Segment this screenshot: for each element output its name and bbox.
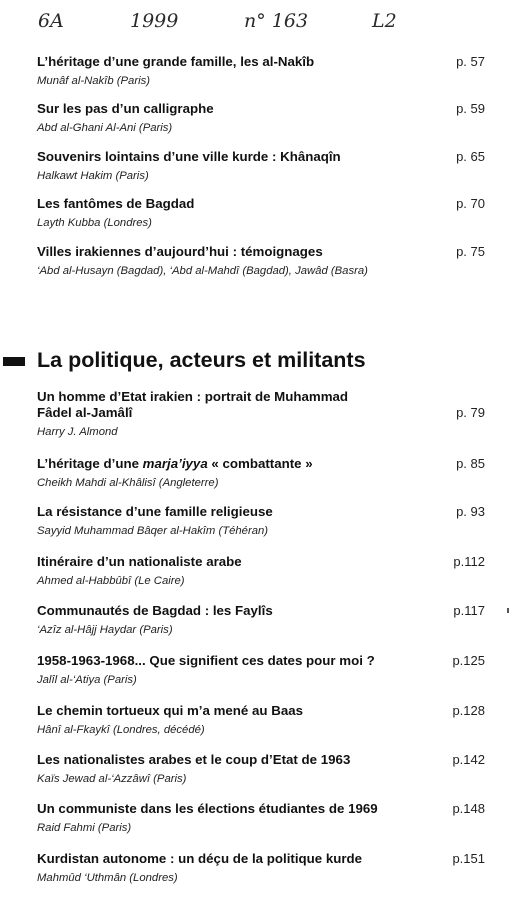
section-heading: La politique, acteurs et militants (37, 348, 366, 372)
toc-entry (37, 752, 489, 786)
entry-title-part: L’héritage d’une (37, 456, 143, 471)
entry-title-emphasis: marja’iyya (142, 456, 208, 471)
entry-title: Sur les pas d’un calligraphe (37, 101, 214, 116)
entry-title: Kurdistan autonome : un déçu de la politique kurde (37, 851, 363, 866)
entry-page-number: p.148 (452, 801, 485, 816)
entry-title: Villes irakiennes d’aujourd’hui : témoignages (37, 244, 323, 259)
toc-entry (37, 101, 489, 135)
entry-page-number: p. 70 (456, 196, 485, 211)
handwritten-mark: L2 (372, 10, 397, 32)
entry-page-number: p.112 (453, 554, 485, 569)
entry-page-number: p. 79 (456, 405, 485, 420)
handwritten-code: 6A (38, 10, 64, 32)
entry-author: Hânî al-Fkaykî (Londres, décédé) (37, 724, 205, 736)
toc-entry (37, 504, 489, 538)
entry-author: Cheikh Mahdi al-Khâlisî (Angleterre) (37, 477, 219, 489)
entry-author: Sayyid Muhammad Bâqer al-Hakîm (Téhéran) (37, 525, 269, 537)
entry-page-number: p. 57 (456, 54, 485, 69)
entry-title: 1958-1963-1968... Que signifient ces dates pour moi ? (37, 653, 375, 668)
entry-page-number: p. 59 (456, 101, 485, 116)
entry-author: Harry J. Almond (37, 426, 118, 438)
entry-author: Layth Kubba (Londres) (37, 217, 152, 229)
entry-page-number: p.125 (452, 653, 485, 668)
entry-page-number: p.117 (453, 603, 485, 618)
entry-title: Un communiste dans les élections étudiantes de 1969 (37, 801, 378, 816)
entry-title: Les fantômes de Bagdad (37, 196, 195, 211)
handwritten-issue-number: n° 163 (244, 10, 309, 32)
entry-page-number: p.142 (452, 752, 485, 767)
entry-page-number: p. 75 (456, 244, 485, 259)
entry-author: Raid Fahmi (Paris) (37, 822, 132, 834)
handwritten-annotation (0, 6, 513, 40)
entry-author: Halkawt Hakim (Paris) (37, 170, 149, 182)
toc-entry (37, 244, 489, 278)
toc-entry (37, 653, 489, 687)
entry-page-number: p. 85 (456, 456, 485, 471)
entry-author: Kaïs Jewad al-‘Azzâwî (Paris) (37, 773, 187, 785)
scan-speck (507, 608, 509, 613)
entry-author: ‘Azîz al-Hâjj Haydar (Paris) (37, 624, 173, 636)
toc-entry (37, 456, 489, 490)
entry-page-number: p.151 (452, 851, 485, 866)
entry-page-number: p. 93 (456, 504, 485, 519)
entry-author: Munâf al-Nakîb (Paris) (37, 75, 151, 87)
entry-page-number: p.128 (452, 703, 485, 718)
entry-page-number: p. 65 (456, 149, 485, 164)
entry-author: Mahmûd ‘Uthmân (Londres) (37, 872, 178, 884)
entry-title: Un homme d’Etat irakien : portrait de Muhammad Fâdel al-Jamâlî (37, 389, 349, 420)
toc-entry (37, 196, 489, 230)
entry-title: Souvenirs lointains d’une ville kurde : Khânaqîn (37, 149, 341, 164)
toc-entry (37, 603, 489, 637)
handwritten-year: 1999 (130, 10, 179, 32)
toc-entry (37, 851, 489, 885)
entry-title: La résistance d’une famille religieuse (37, 504, 273, 519)
toc-entry (37, 801, 489, 835)
entry-author: ‘Abd al-Husayn (Bagdad), ‘Abd al-Mahdî (Bagdad), Jawâd (Basra) (37, 265, 368, 277)
toc-entry (37, 149, 489, 183)
section-marker-bar (3, 357, 25, 366)
entry-author: Abd al-Ghani Al-Ani (Paris) (37, 122, 173, 134)
entry-author: Jalîl al-‘Atiya (Paris) (37, 674, 137, 686)
entry-title: Itinéraire d’un nationaliste arabe (37, 554, 242, 569)
entry-author: Ahmed al-Habbûbî (Le Caire) (37, 575, 185, 587)
entry-title: L’héritage d’une grande famille, les al-Nakîb (37, 54, 315, 69)
toc-entry (37, 389, 489, 439)
entry-title (37, 456, 489, 472)
entry-title: Les nationalistes arabes et le coup d’Etat de 1963 (37, 752, 351, 767)
entry-title: Le chemin tortueux qui m’a mené au Baas (37, 703, 304, 718)
entry-title-part: « combattante » (207, 456, 313, 471)
toc-entry (37, 703, 489, 737)
toc-entry (37, 554, 489, 588)
toc-entry (37, 54, 489, 88)
entry-title: Communautés de Bagdad : les Faylîs (37, 603, 273, 618)
